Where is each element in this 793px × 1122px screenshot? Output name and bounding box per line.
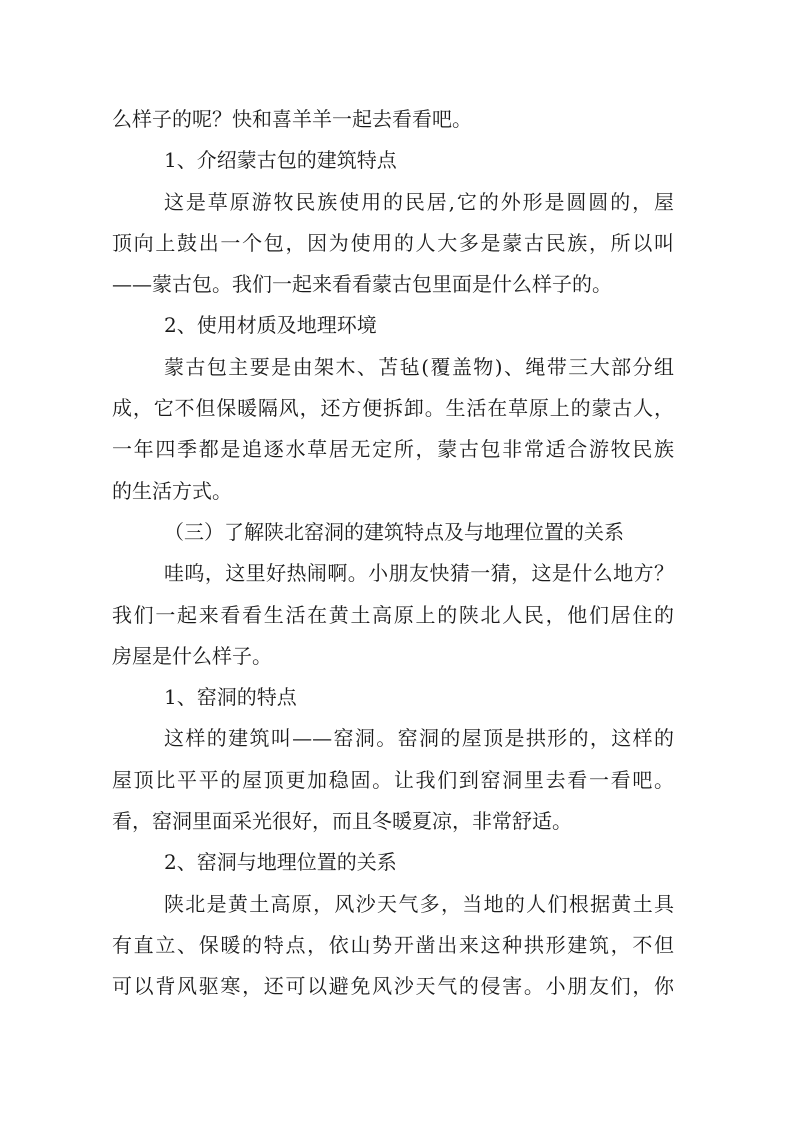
text-line: 有直立、保暖的特点，依山势开凿出来这种拱形建筑，不但 (112, 932, 674, 957)
text-line: 陕北是黄土高原，风沙天气多，当地的人们根据黄土具 (164, 891, 674, 916)
text-line: 成，它不但保暖隔风，还方便拆卸。生活在草原上的蒙古人， (112, 396, 674, 421)
section-heading: 2、窑洞与地理位置的关系 (164, 850, 397, 875)
text-line: 屋顶比平平的屋顶更加稳固。让我们到窑洞里去看一看吧。 (112, 767, 674, 792)
text-line: 看，窑洞里面采光很好，而且冬暖夏凉，非常舒适。 (112, 809, 572, 834)
text-line: 我们一起来看看生活在黄土高原上的陕北人民，他们居住的 (112, 602, 674, 627)
text-line: 一年四季都是追逐水草居无定所，蒙古包非常适合游牧民族 (112, 437, 674, 462)
section-heading: 2、使用材质及地理环境 (164, 313, 377, 338)
text-line: 哇呜，这里好热闹啊。小朋友快猜一猜，这是什么地方？ (164, 561, 674, 586)
text-line: 顶向上鼓出一个包，因为使用的人大多是蒙古民族，所以叫 (112, 230, 674, 255)
text-line: 这是草原游牧民族使用的民居,它的外形是圆圆的，屋 (164, 189, 674, 214)
section-heading: （三）了解陕北窑洞的建筑特点及与地理位置的关系 (164, 519, 624, 544)
document-body (112, 99, 674, 1008)
text-line: 蒙古包主要是由架木、苫毡(覆盖物)、绳带三大部分组 (164, 354, 674, 379)
text-line: 房屋是什么样子。 (112, 643, 272, 668)
text-line: 的生活方式。 (112, 478, 232, 503)
text-line: 这样的建筑叫——窑洞。窑洞的屋顶是拱形的，这样的 (164, 726, 674, 751)
text-line: ——蒙古包。我们一起来看看蒙古包里面是什么样子的。 (112, 272, 612, 297)
section-heading: 1、介绍蒙古包的建筑特点 (164, 148, 397, 173)
text-line: 可以背风驱寒，还可以避免风沙天气的侵害。小朋友们，你 (112, 974, 674, 999)
section-heading: 1、窑洞的特点 (164, 685, 297, 710)
text-line: 么样子的呢？快和喜羊羊一起去看看吧。 (112, 107, 472, 131)
